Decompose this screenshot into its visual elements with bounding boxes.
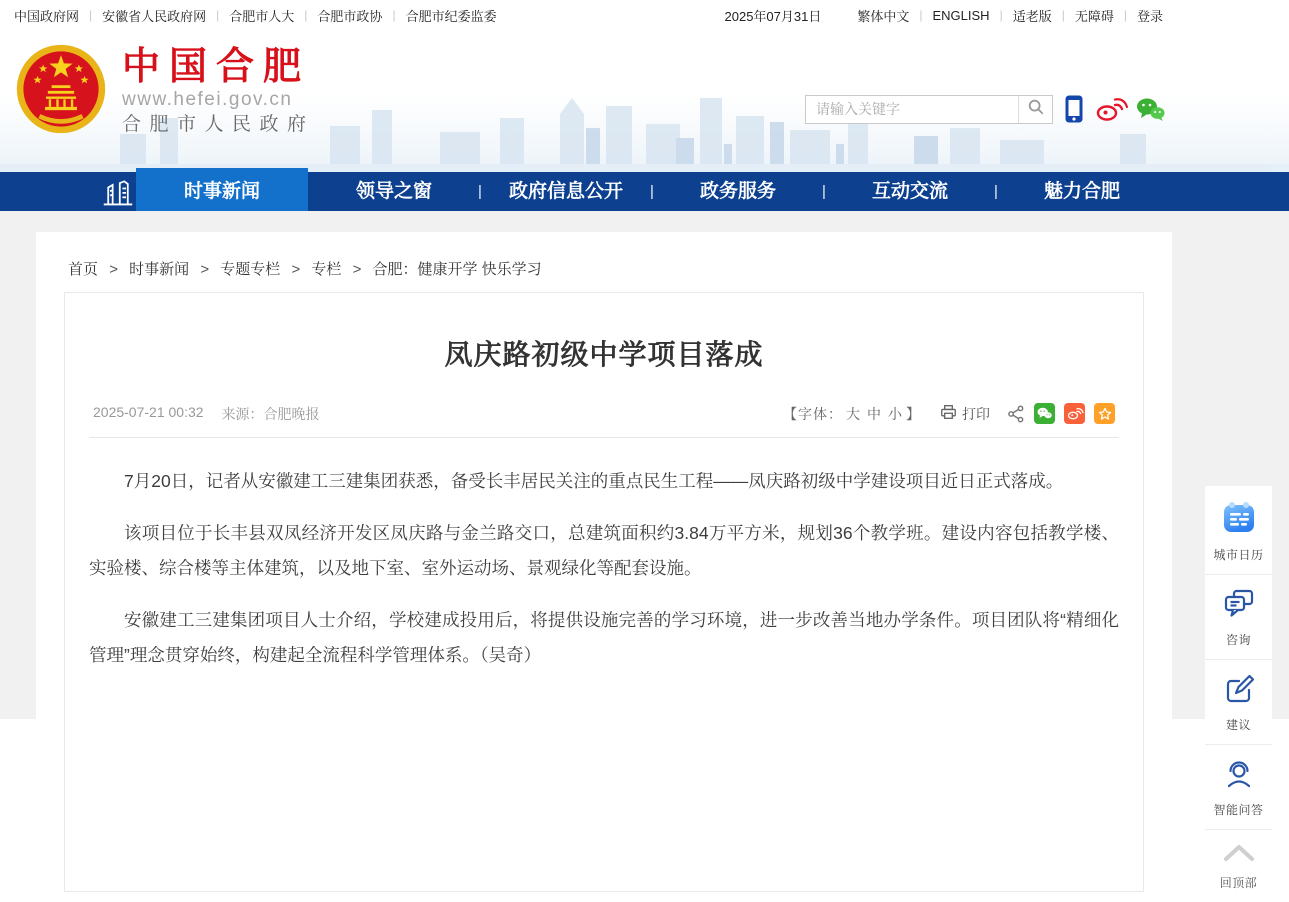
separator: | — [392, 8, 396, 22]
accessibility-link[interactable]: 无障碍 — [1074, 8, 1114, 24]
national-emblem-icon — [14, 42, 108, 141]
font-size-prefix: 【字体： — [783, 405, 843, 422]
elder-version-link[interactable]: 适老版 — [1012, 8, 1052, 24]
article-container — [64, 292, 1144, 892]
topbar-link-hefei-jiwei[interactable]: 合肥市纪委监委 — [405, 8, 497, 24]
sidebar-item-suggest[interactable] — [1205, 659, 1272, 744]
divider — [89, 437, 1119, 438]
topbar-link-hefei-zhengxie[interactable]: 合肥市政协 — [317, 8, 383, 24]
breadcrumb-separator: > — [109, 261, 118, 278]
main-content-area — [0, 211, 1289, 890]
separator: | — [919, 8, 923, 22]
topbar-link-anhui-gov[interactable]: 安徽省人民政府网 — [102, 8, 207, 24]
article-meta-right — [783, 403, 1115, 424]
search-box — [805, 95, 1053, 124]
separator: | — [999, 8, 1003, 22]
article-paragraph: 该项目位于长丰县双凤经济开发区凤庆路与金兰路交口，总建筑面积约3.84万平方米，规划36个教学班。建设内容包括教学楼、实验楼、综合楼等主体建筑，以及地下室、室外运动场、景观绿化等配套设施。 — [89, 523, 1119, 578]
lang-english[interactable]: ENGLISH — [932, 7, 990, 23]
breadcrumb-separator: > — [291, 261, 301, 278]
content-card — [36, 232, 1172, 719]
sidebar-item-label: 建议 — [1225, 718, 1251, 732]
back-to-top-icon — [1221, 850, 1257, 867]
separator: | — [216, 8, 220, 22]
mobile-version-icon[interactable] — [1064, 94, 1084, 124]
lang-traditional-chinese[interactable]: 繁体中文 — [857, 8, 910, 24]
article-paragraph: 安徽建工三建集团项目人士介绍，学校建成投用后，将提供设施完善的学习环境，进一步改善当地办学条件。项目团队将“精细化管理”理念贯穿始终，构建起全流程科学管理体系。（吴奇） — [89, 610, 1119, 665]
header-tools — [805, 94, 1165, 124]
topbar-link-hefei-renda[interactable]: 合肥市人大 — [229, 8, 295, 24]
login-link[interactable]: 登录 — [1136, 8, 1163, 24]
separator: | — [304, 8, 308, 22]
article-body — [89, 464, 1119, 673]
print-label: 打印 — [962, 405, 990, 422]
share-weibo-button[interactable] — [1064, 403, 1085, 424]
sidebar-item-label: 咨询 — [1225, 633, 1251, 647]
wechat-icon[interactable] — [1136, 97, 1165, 122]
topbar-link-gov-china[interactable]: 中国政府网 — [14, 8, 80, 24]
font-size-control — [783, 404, 921, 424]
site-organization: 合肥市人民政府 — [122, 113, 315, 135]
breadcrumb-column[interactable]: 专栏 — [311, 261, 342, 278]
article-paragraph: 7月20日，记者从安徽建工三建集团获悉，备受长丰居民关注的重点民生工程——凤庆路初级中学建设项目近日正式落成。 — [124, 471, 1064, 491]
separator: | — [89, 8, 93, 22]
chat-icon — [1222, 607, 1256, 624]
nav-item-interaction[interactable]: 互动交流 — [871, 181, 948, 202]
nav-item-charm-hefei[interactable]: 魅力合肥 — [1043, 181, 1120, 202]
printer-icon — [940, 404, 957, 423]
font-size-large-button[interactable]: 大 — [846, 405, 861, 422]
main-nav: 时事新闻 领导之窗 | 政府信息公开 | 政务服务 | 互动交流 | 魅力合肥 — [0, 172, 1289, 211]
article-source: 来源：合肥晚报 — [221, 405, 320, 422]
topbar — [0, 0, 1289, 30]
breadcrumb-home[interactable]: 首页 — [68, 261, 99, 278]
site-logo[interactable] — [14, 42, 315, 141]
share-wechat-button[interactable] — [1034, 403, 1055, 424]
breadcrumb-special-topics[interactable]: 专题专栏 — [220, 261, 281, 278]
edit-icon — [1222, 692, 1256, 709]
site-banner — [0, 30, 1289, 172]
search-input[interactable] — [806, 101, 1018, 117]
breadcrumb-news[interactable]: 时事新闻 — [129, 261, 190, 278]
nav-item-leaders[interactable]: 领导之窗 — [355, 181, 432, 202]
print-button[interactable] — [940, 404, 990, 424]
sidebar-item-consult[interactable] — [1205, 574, 1272, 659]
site-name: 中国合肥 — [122, 45, 311, 88]
article-meta-left — [93, 404, 320, 424]
nav-home-building-icon[interactable] — [100, 172, 136, 211]
floating-sidebar — [1205, 486, 1272, 902]
sidebar-item-label: 智能问答 — [1213, 803, 1264, 817]
topbar-quick-links — [725, 6, 1163, 25]
separator: | — [1123, 8, 1127, 22]
sidebar-item-label: 城市日历 — [1213, 548, 1264, 562]
smart-qa-icon — [1222, 777, 1256, 794]
calendar-icon — [1221, 522, 1257, 539]
publish-time: 2025-07-21 00:32 — [93, 403, 204, 420]
nav-item-gov-info[interactable]: 政府信息公开 — [508, 181, 623, 202]
search-button[interactable] — [1018, 96, 1052, 123]
site-url: www.hefei.gov.cn — [122, 88, 293, 110]
sidebar-item-smart-qa[interactable] — [1205, 744, 1272, 829]
article-title: 凤庆路初级中学项目落成 — [444, 339, 764, 370]
favorite-star-button[interactable] — [1094, 403, 1115, 424]
weibo-icon[interactable] — [1095, 96, 1125, 122]
breadcrumb-separator: > — [352, 261, 362, 278]
topbar-links — [14, 6, 497, 25]
search-icon — [1027, 98, 1045, 121]
breadcrumb — [68, 258, 1172, 279]
sidebar-item-back-to-top[interactable] — [1205, 829, 1272, 902]
nav-item-news[interactable]: 时事新闻 — [136, 168, 308, 211]
logo-text — [122, 46, 315, 138]
breadcrumb-separator: > — [200, 261, 210, 278]
separator: | — [1061, 8, 1065, 22]
nav-item-gov-services[interactable]: 政务服务 — [699, 181, 776, 202]
font-size-suffix: 】 — [906, 405, 921, 422]
sidebar-item-city-calendar[interactable] — [1205, 486, 1272, 574]
current-date: 2025年07月31日 — [724, 8, 822, 24]
share-icon[interactable] — [1007, 405, 1025, 423]
font-size-medium-button[interactable]: 中 — [867, 405, 882, 422]
font-size-small-button[interactable]: 小 — [888, 405, 903, 422]
article-meta — [89, 403, 1119, 424]
sidebar-item-label: 回顶部 — [1219, 876, 1258, 890]
breadcrumb-current: 合肥：健康开学 快乐学习 — [372, 261, 542, 278]
